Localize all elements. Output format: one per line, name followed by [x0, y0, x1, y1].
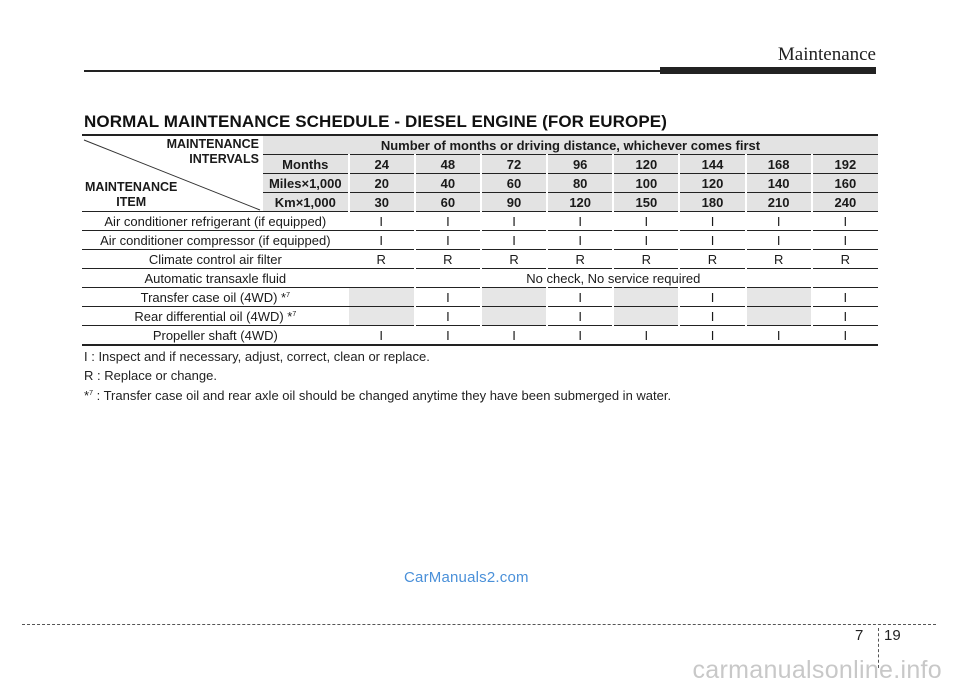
header-rule-thick: [660, 67, 876, 74]
interval-value: 192: [812, 155, 878, 174]
table-row: [82, 288, 878, 307]
footnote-marker: 7: [286, 291, 290, 299]
item-cell: I: [812, 231, 878, 250]
item-cell: R: [415, 250, 481, 269]
interval-value: 90: [481, 193, 547, 212]
item-merged-note: No check, No service required: [349, 269, 878, 288]
item-cell: I: [812, 212, 878, 231]
site-footer-watermark: carmanualsonline.info: [692, 656, 942, 684]
note-footnote: *$^7$ : Transfer case oil and rear axle oil should be changed anytime they have been submerged in water.: [84, 388, 672, 403]
item-cell: I: [547, 288, 613, 307]
footnote-marker: 7: [292, 310, 297, 318]
interval-value: 160: [812, 174, 878, 193]
item-cell: I: [481, 326, 547, 346]
item-name: Air conditioner compressor (if equipped): [82, 231, 349, 250]
item-cell-empty: [746, 288, 812, 307]
item-cell: I: [746, 231, 812, 250]
item-name: Transfer case oil (4WD) *$^7$: [82, 288, 349, 307]
header-rule-thin: [84, 70, 660, 72]
table-corner-cell: [82, 135, 262, 212]
item-cell: I: [349, 326, 415, 346]
item-cell-empty: [349, 288, 415, 307]
item-cell: I: [415, 307, 481, 326]
interval-value: 210: [746, 193, 812, 212]
item-name: Propeller shaft (4WD): [82, 326, 349, 346]
item-cell: I: [812, 326, 878, 346]
section-header-title: Maintenance: [777, 44, 876, 65]
interval-value: 120: [547, 193, 613, 212]
interval-value: 30: [349, 193, 415, 212]
interval-value: 60: [481, 174, 547, 193]
item-cell: I: [547, 231, 613, 250]
maintenance-schedule-table: [82, 134, 878, 346]
item-cell: I: [415, 288, 481, 307]
interval-value: 24: [349, 155, 415, 174]
item-cell: I: [746, 326, 812, 346]
interval-value: 120: [613, 155, 679, 174]
item-cell: R: [481, 250, 547, 269]
interval-value: 20: [349, 174, 415, 193]
interval-label: Km×1,000: [262, 193, 348, 212]
item-cell-empty: [481, 307, 547, 326]
item-cell: I: [613, 212, 679, 231]
interval-label: Months: [262, 155, 348, 174]
interval-value: 150: [613, 193, 679, 212]
interval-value: 48: [415, 155, 481, 174]
interval-value: 40: [415, 174, 481, 193]
item-name: Rear differential oil (4WD) *$^7$: [82, 307, 349, 326]
item-cell: I: [679, 326, 745, 346]
page-chapter-number: 7: [855, 627, 864, 644]
header-main-label: Number of months or driving distance, whichever comes first: [262, 135, 878, 155]
item-cell: I: [679, 307, 745, 326]
item-cell: I: [547, 326, 613, 346]
item-cell-empty: [481, 288, 547, 307]
item-cell: I: [415, 231, 481, 250]
table-row: [82, 307, 878, 326]
interval-label: Miles×1,000: [262, 174, 348, 193]
item-cell: I: [349, 231, 415, 250]
item-cell: I: [415, 326, 481, 346]
item-cell-empty: [613, 307, 679, 326]
table-row: [82, 231, 878, 250]
item-name: Automatic transaxle fluid: [82, 269, 349, 288]
legend-notes: [84, 348, 671, 406]
item-name: Climate control air filter: [82, 250, 349, 269]
interval-value: 168: [746, 155, 812, 174]
item-cell: R: [613, 250, 679, 269]
interval-value: 96: [547, 155, 613, 174]
item-cell: R: [746, 250, 812, 269]
interval-value: 100: [613, 174, 679, 193]
table-row: [82, 326, 878, 346]
item-cell-empty: [746, 307, 812, 326]
table-row: [82, 250, 878, 269]
corner-label-intervals: MAINTENANCE INTERVALS: [166, 137, 259, 166]
interval-value: 72: [481, 155, 547, 174]
interval-value: 144: [679, 155, 745, 174]
interval-value: 180: [679, 193, 745, 212]
interval-value: 240: [812, 193, 878, 212]
note-inspect: I : Inspect and if necessary, adjust, correct, clean or replace.: [84, 349, 430, 364]
item-cell: R: [679, 250, 745, 269]
page-title: NORMAL MAINTENANCE SCHEDULE - DIESEL ENGINE (FOR EUROPE): [84, 112, 668, 131]
item-cell: I: [547, 307, 613, 326]
item-cell: R: [812, 250, 878, 269]
interval-value: 140: [746, 174, 812, 193]
item-cell-empty: [613, 288, 679, 307]
item-cell: I: [746, 212, 812, 231]
table-row: [82, 212, 878, 231]
item-cell: I: [613, 326, 679, 346]
page-number: 19: [884, 627, 901, 644]
watermark-link[interactable]: CarManuals2.com: [404, 569, 529, 586]
item-cell: I: [613, 231, 679, 250]
item-cell: I: [481, 231, 547, 250]
item-cell: I: [349, 212, 415, 231]
header-row-main: [82, 135, 878, 155]
item-cell: R: [349, 250, 415, 269]
item-name: Air conditioner refrigerant (if equipped): [82, 212, 349, 231]
interval-value: 120: [679, 174, 745, 193]
item-cell: I: [812, 288, 878, 307]
interval-value: 60: [415, 193, 481, 212]
footer-dashed-rule: [22, 624, 936, 625]
interval-value: 80: [547, 174, 613, 193]
item-cell: I: [679, 231, 745, 250]
item-cell: I: [415, 212, 481, 231]
item-cell: I: [547, 212, 613, 231]
item-cell-empty: [349, 307, 415, 326]
corner-label-item: MAINTENANCE ITEM: [85, 180, 178, 209]
table-row: [82, 269, 878, 288]
item-cell: R: [547, 250, 613, 269]
item-cell: I: [481, 212, 547, 231]
note-replace: R : Replace or change.: [84, 367, 217, 383]
item-cell: I: [679, 288, 745, 307]
item-cell: I: [812, 307, 878, 326]
item-cell: I: [679, 212, 745, 231]
